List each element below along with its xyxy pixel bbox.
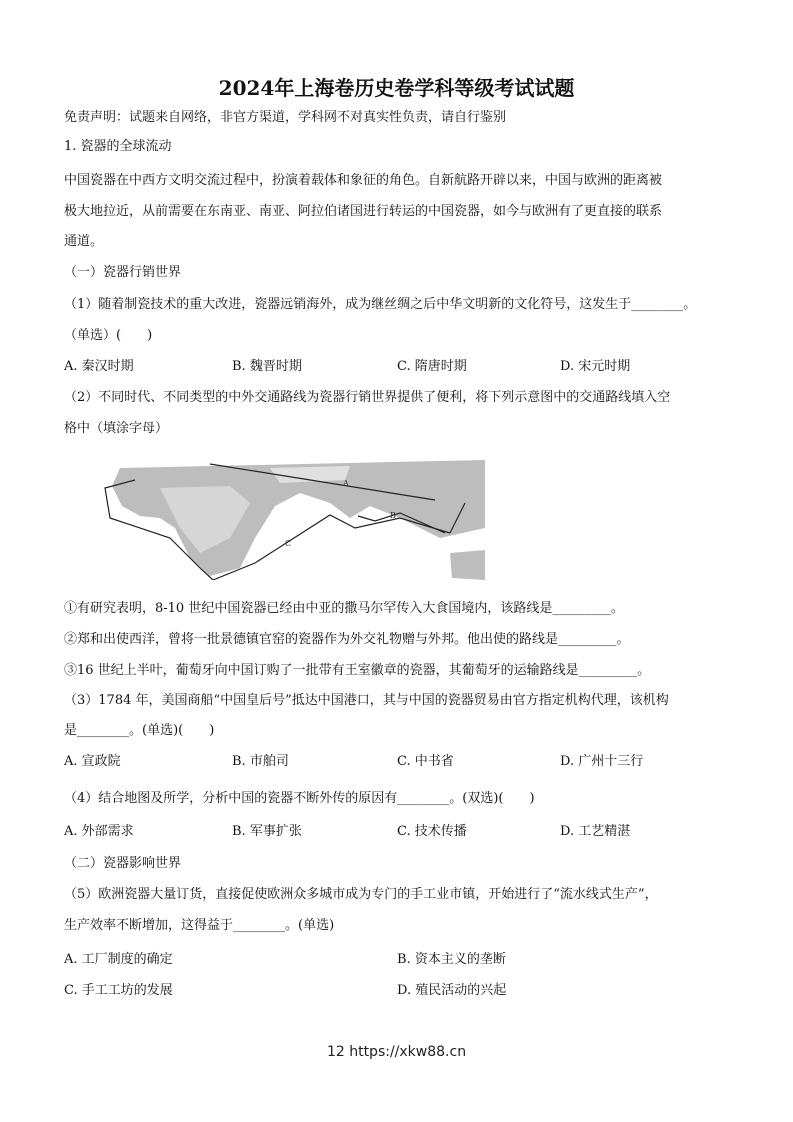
sub-question: ③16 世纪上半叶，葡萄牙向中国订购了一批带有王室徽章的瓷器，其葡萄牙的运输路线是_________。 (64, 663, 651, 678)
option-a: A. 秦汉时期 (64, 359, 134, 374)
option-b: B. 军事扩张 (232, 824, 302, 839)
question-title: 1. 瓷器的全球流动 (64, 139, 172, 154)
question-line: （3）1784 年，美国商船“中国皇后号”抵达中国港口，其与中国的瓷器贸易由官方指定机构代理，该机构 (64, 693, 669, 708)
option-c: C. 隋唐时期 (397, 359, 467, 374)
route-map (100, 458, 485, 580)
australia (450, 550, 485, 580)
option-b: B. 资本主义的垄断 (397, 952, 506, 967)
map-label-c: C (285, 539, 292, 548)
question-line: 是________。(单选)( ) (64, 723, 215, 738)
disclaimer: 免责声明：试题来自网络，非官方渠道，学科网不对真实性负责，请自行鉴别 (64, 110, 507, 125)
option-b: B. 魏晋时期 (232, 359, 302, 374)
option-a: A. 宣政院 (64, 754, 121, 769)
sub-question: ①有研究表明，8-10 世纪中国瓷器已经由中亚的撒马尔罕传入大食国境内，该路线是_________。 (64, 601, 624, 616)
question-line: （2）不同时代、不同类型的中外交通路线为瓷器行销世界提供了便利，将下列示意图中的交通路线填入空 (64, 390, 671, 405)
option-c: C. 中书省 (397, 754, 454, 769)
section-heading: （二）瓷器影响世界 (64, 856, 182, 871)
option-d: D. 工艺精湛 (560, 824, 631, 839)
question-line: 生产效率不断增加，这得益于________。(单选) (64, 918, 335, 933)
option-d: D. 殖民活动的兴起 (397, 983, 507, 998)
option-c: C. 技术传播 (397, 824, 467, 839)
map-label-b: B (390, 511, 396, 520)
map-label-a: A (343, 479, 349, 488)
question-line: （1）随着制瓷技术的重大改进，瓷器远销海外，成为继丝绸之后中华文明新的文化符号，这发生于________。 (64, 297, 697, 312)
option-d: D. 广州十三行 (560, 754, 644, 769)
intro-line: 极大地拉近，从前需要在东南亚、南亚、阿拉伯诸国进行转运的中国瓷器，如今与欧洲有了更直接的联系 (64, 204, 663, 219)
option-c: C. 手工工坊的发展 (64, 983, 173, 998)
intro-line: 中国瓷器在中西方文明交流过程中，扮演着载体和象征的角色。自新航路开辟以来，中国与欧洲的距离被 (64, 173, 663, 188)
section-heading: （一）瓷器行销世界 (64, 265, 182, 280)
question-line: （4）结合地图及所学，分析中国的瓷器不断外传的原因有________。(双选)( ) (64, 791, 535, 806)
question-line: 格中（填涂字母） (64, 421, 169, 436)
page-title: 2024年上海卷历史卷学科等级考试试题 (218, 76, 575, 100)
question-line: （单选）( ) (64, 328, 153, 343)
page-footer: 12 https://xkw88.cn (326, 1044, 467, 1060)
option-a: A. 工厂制度的确定 (64, 952, 173, 967)
sub-question: ②郑和出使西洋，曾将一批景德镇官窑的瓷器作为外交礼物赠与外邦。他出使的路线是_________。 (64, 632, 630, 647)
option-a: A. 外部需求 (64, 824, 134, 839)
question-line: （5）欧洲瓷器大量订货，直接促使欧洲众多城市成为专门的手工业市镇，开始进行了“流水线式生产”， (64, 887, 658, 902)
option-d: D. 宋元时期 (560, 359, 631, 374)
option-b: B. 市舶司 (232, 754, 289, 769)
intro-line: 通道。 (64, 234, 104, 249)
